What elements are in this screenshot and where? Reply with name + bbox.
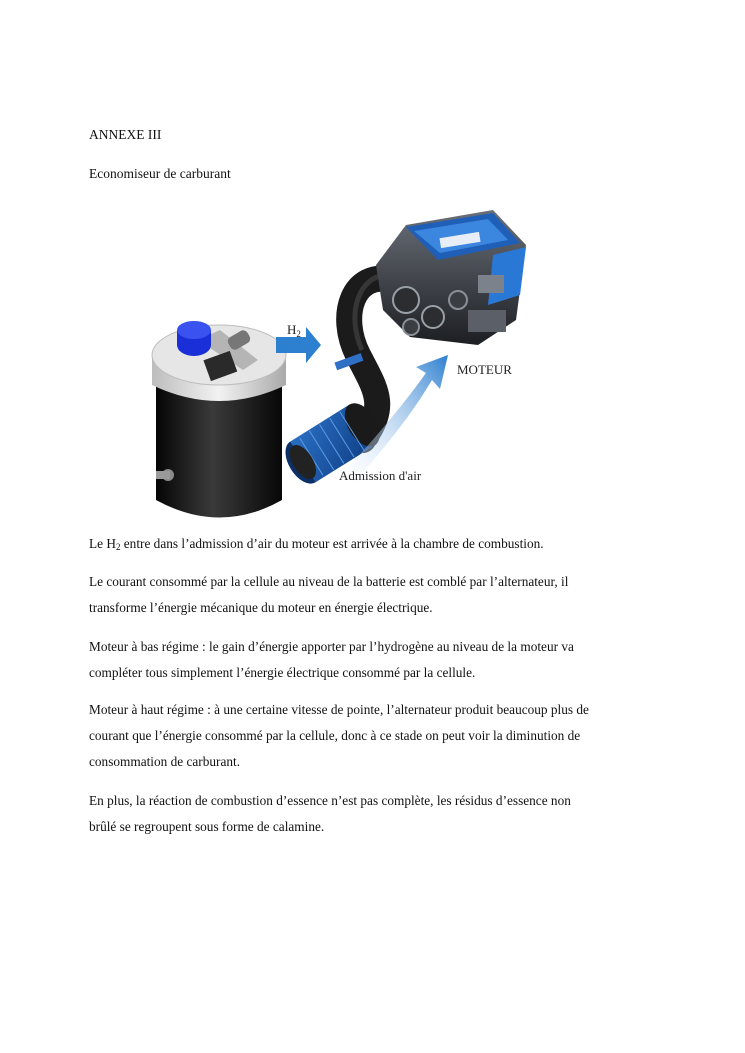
p4-line-3: consommation de carburant.: [89, 754, 241, 769]
paragraph-low-rpm: [89, 634, 669, 686]
p1-text-end: entre dans l’admission d’air du moteur est arrivée à la chambre de combustion.: [120, 536, 544, 551]
section-subtitle: Economiseur de carburant: [89, 166, 231, 181]
p3-line-1: Moteur à bas régime : le gain d’énergie apporter par l’hydrogène au niveau de la moteur va: [89, 639, 574, 654]
p5-line-1: En plus, la réaction de combustion d’essence n’est pas complète, les résidus d’essence non: [89, 793, 571, 808]
hydrogen-cell-tank: [152, 321, 286, 518]
engine: [376, 210, 526, 345]
p2-line-2: transforme l’énergie mécanique du moteur en énergie électrique.: [89, 600, 433, 615]
h2-label: $H_2$: [287, 322, 301, 339]
paragraph-h2-intake: [89, 531, 669, 560]
p1-subscript: 2: [115, 542, 121, 552]
figure-illustration: [148, 205, 533, 530]
air-intake: [278, 275, 393, 490]
p2-line-1: Le courant consommé par la cellule au niveau de la batterie est comblé par l’alternateur, il: [89, 574, 569, 589]
p4-line-1: Moteur à haut régime : à une certaine vitesse de pointe, l’alternateur produit beaucoup plus de: [89, 702, 589, 717]
p4-line-2: courant que l’énergie consommé par la cellule, donc à ce stade on peut voir la diminution de: [89, 728, 581, 743]
p5-line-2: brûlé se regroupent sous forme de calamine.: [89, 819, 325, 834]
paragraph-alternator: [89, 569, 669, 621]
fuel-economizer-figure: [148, 205, 533, 530]
engine-label: MOTEUR: [457, 362, 512, 377]
p3-line-2: compléter tous simplement l’énergie électrique consommé par la cellule.: [89, 665, 476, 680]
paragraph-high-rpm: [89, 697, 669, 775]
air-intake-label: Admission d'air: [339, 468, 422, 483]
paragraph-combustion: [89, 788, 669, 840]
annex-title: ANNEXE III: [89, 127, 162, 142]
p1-text-start: Le H: [89, 536, 116, 551]
